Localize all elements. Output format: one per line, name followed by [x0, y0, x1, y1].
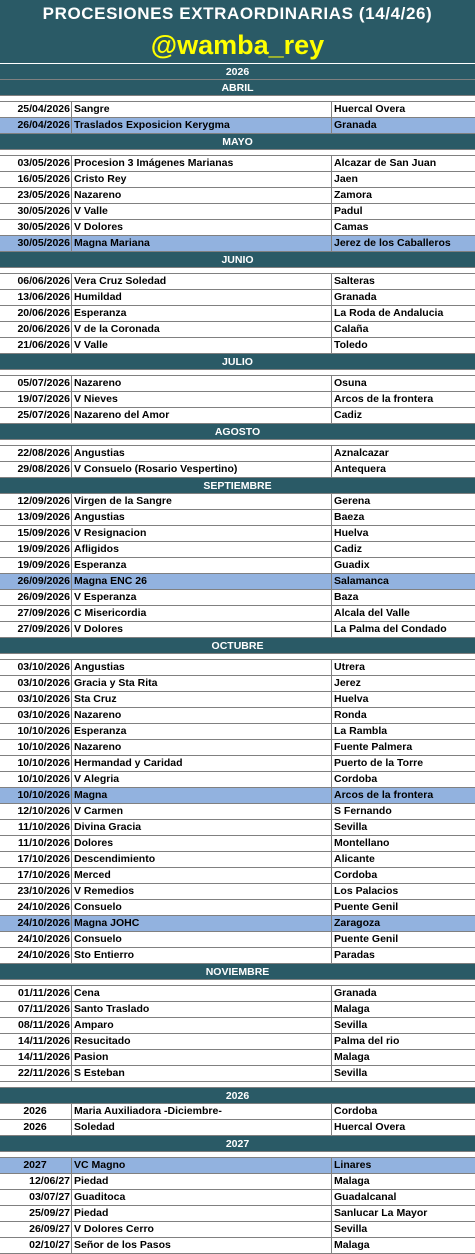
location-cell: Granada [334, 987, 377, 999]
procession-cell: Maria Auxiliadora -Diciembre- [72, 1104, 332, 1119]
date-cell: 16/05/2026 [0, 172, 72, 187]
date-cell: 23/05/2026 [0, 188, 72, 203]
procession-cell: Amparo [72, 1018, 332, 1033]
date-cell: 10/10/2026 [0, 756, 72, 771]
table-row [0, 392, 475, 408]
date-cell: 13/06/2026 [0, 290, 72, 305]
location-cell: Montellano [334, 837, 390, 849]
procession-cell: V Carmen [72, 804, 332, 819]
date-cell: 2026 [0, 1104, 72, 1119]
procession-cell: V Valle [72, 338, 332, 353]
date-cell: 20/06/2026 [0, 322, 72, 337]
location-cell: Cordoba [334, 773, 378, 785]
location-cell: Arcos de la frontera [334, 393, 434, 405]
location-cell: S Fernando [334, 805, 392, 817]
procession-cell: Piedad [72, 1206, 332, 1221]
procession-cell: V Alegria [72, 772, 332, 787]
date-cell: 19/07/2026 [0, 392, 72, 407]
table-row [0, 1120, 475, 1136]
location-cell: Fuente Palmera [334, 741, 413, 753]
date-cell: 12/10/2026 [0, 804, 72, 819]
procession-cell: Angustias [72, 510, 332, 525]
section-header: 2026 [0, 1088, 475, 1104]
table-row [0, 290, 475, 306]
date-cell: 24/10/2026 [0, 916, 72, 931]
table-row [0, 322, 475, 338]
date-cell: 19/09/2026 [0, 542, 72, 557]
table-row [0, 1018, 475, 1034]
procession-cell: Nazareno [72, 740, 332, 755]
location-cell: Guadalcanal [334, 1191, 397, 1203]
procession-cell: Nazareno del Amor [72, 408, 332, 423]
procession-cell: V Valle [72, 204, 332, 219]
date-cell: 24/10/2026 [0, 932, 72, 947]
section-header: SEPTIEMBRE [0, 478, 475, 494]
table-row [0, 306, 475, 322]
procession-cell: Santo Traslado [72, 1002, 332, 1017]
table-row [0, 606, 475, 622]
location-cell: Sevilla [334, 1223, 368, 1235]
location-cell: La Rambla [334, 725, 388, 737]
table-row [0, 542, 475, 558]
table-row [0, 804, 475, 820]
procession-cell: V Consuelo (Rosario Vespertino) [72, 462, 332, 477]
date-cell: 26/09/2026 [0, 574, 72, 589]
date-cell: 12/09/2026 [0, 494, 72, 509]
location-cell: Toledo [334, 339, 368, 351]
table-row [0, 884, 475, 900]
table-row [0, 408, 475, 424]
procession-cell: V de la Coronada [72, 322, 332, 337]
procession-cell: Señor de los Pasos [72, 1238, 332, 1253]
table-row [0, 916, 475, 932]
table-row [0, 204, 475, 220]
procession-cell: Nazareno [72, 708, 332, 723]
procession-cell: Magna [72, 788, 332, 803]
date-cell: 17/10/2026 [0, 852, 72, 867]
table-row [0, 574, 475, 590]
table-row [0, 462, 475, 478]
date-cell: 03/07/27 [0, 1190, 72, 1205]
date-cell: 30/05/2026 [0, 236, 72, 251]
schedule-table [0, 64, 475, 1254]
procession-cell: Vera Cruz Soledad [72, 274, 332, 289]
page-title: PROCESIONES EXTRAORDINARIAS (14/4/26) [42, 4, 433, 23]
date-cell: 10/10/2026 [0, 788, 72, 803]
procession-cell: V Remedios [72, 884, 332, 899]
date-cell: 2027 [0, 1158, 72, 1173]
location-cell: Alcala del Valle [334, 607, 410, 619]
location-cell: Sanlucar La Mayor [334, 1207, 428, 1219]
procession-cell: Sangre [72, 102, 332, 117]
date-cell: 15/09/2026 [0, 526, 72, 541]
table-row [0, 868, 475, 884]
location-cell: La Palma del Condado [334, 623, 447, 635]
date-cell: 02/10/27 [0, 1238, 72, 1253]
table-row [0, 1034, 475, 1050]
location-cell: Puente Genil [334, 901, 399, 913]
table-row [0, 188, 475, 204]
date-cell: 26/09/27 [0, 1222, 72, 1237]
procession-cell: C Misericordia [72, 606, 332, 621]
table-row [0, 676, 475, 692]
procession-cell: Esperanza [72, 306, 332, 321]
procession-cell: Consuelo [72, 932, 332, 947]
date-cell: 06/06/2026 [0, 274, 72, 289]
date-cell: 03/05/2026 [0, 156, 72, 171]
location-cell: Linares [334, 1159, 372, 1171]
location-cell: Aznalcazar [334, 447, 389, 459]
table-row [0, 102, 475, 118]
location-cell: Huercal Overa [334, 1121, 406, 1133]
date-cell: 05/07/2026 [0, 376, 72, 391]
date-cell: 10/10/2026 [0, 740, 72, 755]
table-row [0, 558, 475, 574]
table-row [0, 220, 475, 236]
procession-cell: Magna ENC 26 [72, 574, 332, 589]
table-row [0, 788, 475, 804]
location-cell: Zamora [334, 189, 372, 201]
section-header: ABRIL [0, 80, 475, 96]
location-cell: Malaga [334, 1003, 370, 1015]
location-cell: Paradas [334, 949, 375, 961]
table-row [0, 692, 475, 708]
procession-cell: Cena [72, 986, 332, 1001]
location-cell: Cadiz [334, 409, 363, 421]
date-cell: 14/11/2026 [0, 1050, 72, 1065]
table-row [0, 118, 475, 134]
date-cell: 27/09/2026 [0, 622, 72, 637]
author-handle: @wamba_rey [150, 30, 325, 60]
date-cell: 25/04/2026 [0, 102, 72, 117]
procession-cell: Merced [72, 868, 332, 883]
location-cell: Antequera [334, 463, 386, 475]
table-row [0, 820, 475, 836]
table-row [0, 172, 475, 188]
date-cell: 01/11/2026 [0, 986, 72, 1001]
table-row [0, 1222, 475, 1238]
header-banner [0, 0, 475, 63]
table-row [0, 756, 475, 772]
location-cell: Arcos de la frontera [334, 789, 434, 801]
procession-cell: Angustias [72, 446, 332, 461]
procession-cell: Divina Gracia [72, 820, 332, 835]
location-cell: Calaña [334, 323, 369, 335]
date-cell: 13/09/2026 [0, 510, 72, 525]
date-cell: 10/10/2026 [0, 724, 72, 739]
procession-cell: Magna JOHC [72, 916, 332, 931]
date-cell: 24/10/2026 [0, 948, 72, 963]
table-row [0, 622, 475, 638]
date-cell: 2026 [0, 1120, 72, 1135]
date-cell: 12/06/27 [0, 1174, 72, 1189]
location-cell: Puerto de la Torre [334, 757, 424, 769]
procession-cell: V Nieves [72, 392, 332, 407]
procession-cell: Resucitado [72, 1034, 332, 1049]
procession-cell: Angustias [72, 660, 332, 675]
location-cell: Granada [334, 291, 377, 303]
location-cell: Cordoba [334, 1105, 378, 1117]
date-cell: 30/05/2026 [0, 204, 72, 219]
date-cell: 26/04/2026 [0, 118, 72, 133]
table-row [0, 1002, 475, 1018]
procession-cell: Pasion [72, 1050, 332, 1065]
date-cell: 26/09/2026 [0, 590, 72, 605]
table-row [0, 948, 475, 964]
procession-cell: V Esperanza [72, 590, 332, 605]
location-cell: Zaragoza [334, 917, 381, 929]
table-row [0, 494, 475, 510]
table-row [0, 1050, 475, 1066]
location-cell: Ronda [334, 709, 367, 721]
procession-cell: Dolores [72, 836, 332, 851]
table-row [0, 660, 475, 676]
table-row [0, 836, 475, 852]
location-cell: Salamanca [334, 575, 389, 587]
date-cell: 23/10/2026 [0, 884, 72, 899]
table-row [0, 510, 475, 526]
section-header: 2027 [0, 1136, 475, 1152]
table-row [0, 526, 475, 542]
date-cell: 03/10/2026 [0, 708, 72, 723]
date-cell: 21/06/2026 [0, 338, 72, 353]
table-row [0, 1174, 475, 1190]
procession-cell: Sta Cruz [72, 692, 332, 707]
procession-cell: Hermandad y Caridad [72, 756, 332, 771]
section-header: AGOSTO [0, 424, 475, 440]
location-cell: Cadiz [334, 543, 363, 555]
date-cell: 11/10/2026 [0, 820, 72, 835]
location-cell: Puente Genil [334, 933, 399, 945]
date-cell: 22/08/2026 [0, 446, 72, 461]
location-cell: Jerez de los Caballeros [334, 237, 451, 249]
table-row [0, 708, 475, 724]
table-row [0, 446, 475, 462]
procession-cell: Nazareno [72, 376, 332, 391]
date-cell: 30/05/2026 [0, 220, 72, 235]
section-header: JULIO [0, 354, 475, 370]
location-cell: Jaen [334, 173, 358, 185]
procession-cell: V Dolores [72, 622, 332, 637]
date-cell: 11/10/2026 [0, 836, 72, 851]
table-row [0, 724, 475, 740]
procession-cell: Guaditoca [72, 1190, 332, 1205]
location-cell: Alcazar de San Juan [334, 157, 437, 169]
location-cell: La Roda de Andalucia [334, 307, 444, 319]
location-cell: Alicante [334, 853, 375, 865]
table-row [0, 1066, 475, 1082]
location-cell: Gerena [334, 495, 371, 507]
table-row [0, 986, 475, 1002]
procession-cell: Procesion 3 Imágenes Marianas [72, 156, 332, 171]
table-row [0, 1206, 475, 1222]
procession-cell: Soledad [72, 1120, 332, 1135]
location-cell: Malaga [334, 1175, 370, 1187]
location-cell: Baeza [334, 511, 365, 523]
procession-cell: S Esteban [72, 1066, 332, 1081]
table-row [0, 852, 475, 868]
location-cell: Huercal Overa [334, 103, 406, 115]
table-row [0, 932, 475, 948]
location-cell: Utrera [334, 661, 365, 673]
date-cell: 08/11/2026 [0, 1018, 72, 1033]
date-cell: 20/06/2026 [0, 306, 72, 321]
location-cell: Jerez [334, 677, 361, 689]
date-cell: 25/07/2026 [0, 408, 72, 423]
date-cell: 22/11/2026 [0, 1066, 72, 1081]
date-cell: 19/09/2026 [0, 558, 72, 573]
procession-cell: Consuelo [72, 900, 332, 915]
procession-cell: Sto Entierro [72, 948, 332, 963]
procession-cell: Traslados Exposicion Kerygma [72, 118, 332, 133]
date-cell: 03/10/2026 [0, 660, 72, 675]
procession-cell: Virgen de la Sangre [72, 494, 332, 509]
location-cell: Camas [334, 221, 369, 233]
procession-cell: Descendimiento [72, 852, 332, 867]
procession-cell: VC Magno [72, 1158, 332, 1173]
date-cell: 17/10/2026 [0, 868, 72, 883]
table-row [0, 1104, 475, 1120]
procession-cell: Magna Mariana [72, 236, 332, 251]
location-cell: Guadix [334, 559, 370, 571]
procession-cell: Esperanza [72, 724, 332, 739]
table-row [0, 900, 475, 916]
date-cell: 10/10/2026 [0, 772, 72, 787]
procession-cell: Piedad [72, 1174, 332, 1189]
section-header: OCTUBRE [0, 638, 475, 654]
date-cell: 03/10/2026 [0, 676, 72, 691]
section-header: JUNIO [0, 252, 475, 268]
location-cell: Sevilla [334, 1067, 368, 1079]
date-cell: 03/10/2026 [0, 692, 72, 707]
location-cell: Osuna [334, 377, 367, 389]
table-row [0, 772, 475, 788]
section-header: MAYO [0, 134, 475, 150]
table-row [0, 156, 475, 172]
section-header: NOVIEMBRE [0, 964, 475, 980]
date-cell: 24/10/2026 [0, 900, 72, 915]
location-cell: Los Palacios [334, 885, 399, 897]
location-cell: Huelva [334, 527, 369, 539]
date-cell: 14/11/2026 [0, 1034, 72, 1049]
location-cell: Malaga [334, 1051, 370, 1063]
location-cell: Salteras [334, 275, 375, 287]
location-cell: Sevilla [334, 821, 368, 833]
date-cell: 25/09/27 [0, 1206, 72, 1221]
location-cell: Sevilla [334, 1019, 368, 1031]
date-cell: 07/11/2026 [0, 1002, 72, 1017]
table-row [0, 376, 475, 392]
procession-cell: Esperanza [72, 558, 332, 573]
table-row [0, 274, 475, 290]
table-row [0, 236, 475, 252]
table-row [0, 1190, 475, 1206]
procession-cell: V Dolores [72, 220, 332, 235]
location-cell: Cordoba [334, 869, 378, 881]
procession-cell: Afligidos [72, 542, 332, 557]
date-cell: 29/08/2026 [0, 462, 72, 477]
procession-cell: Humildad [72, 290, 332, 305]
procession-cell: Cristo Rey [72, 172, 332, 187]
procession-cell: V Resignacion [72, 526, 332, 541]
section-header: 2026 [0, 64, 475, 80]
table-row [0, 1238, 475, 1254]
date-cell: 27/09/2026 [0, 606, 72, 621]
procession-cell: V Dolores Cerro [72, 1222, 332, 1237]
table-row [0, 590, 475, 606]
location-cell: Huelva [334, 693, 369, 705]
table-row [0, 338, 475, 354]
table-row [0, 1158, 475, 1174]
location-cell: Padul [334, 205, 363, 217]
table-row [0, 740, 475, 756]
procession-cell: Gracia y Sta Rita [72, 676, 332, 691]
location-cell: Palma del rio [334, 1035, 400, 1047]
procession-cell: Nazareno [72, 188, 332, 203]
location-cell: Granada [334, 119, 377, 131]
location-cell: Malaga [334, 1239, 370, 1251]
location-cell: Baza [334, 591, 359, 603]
